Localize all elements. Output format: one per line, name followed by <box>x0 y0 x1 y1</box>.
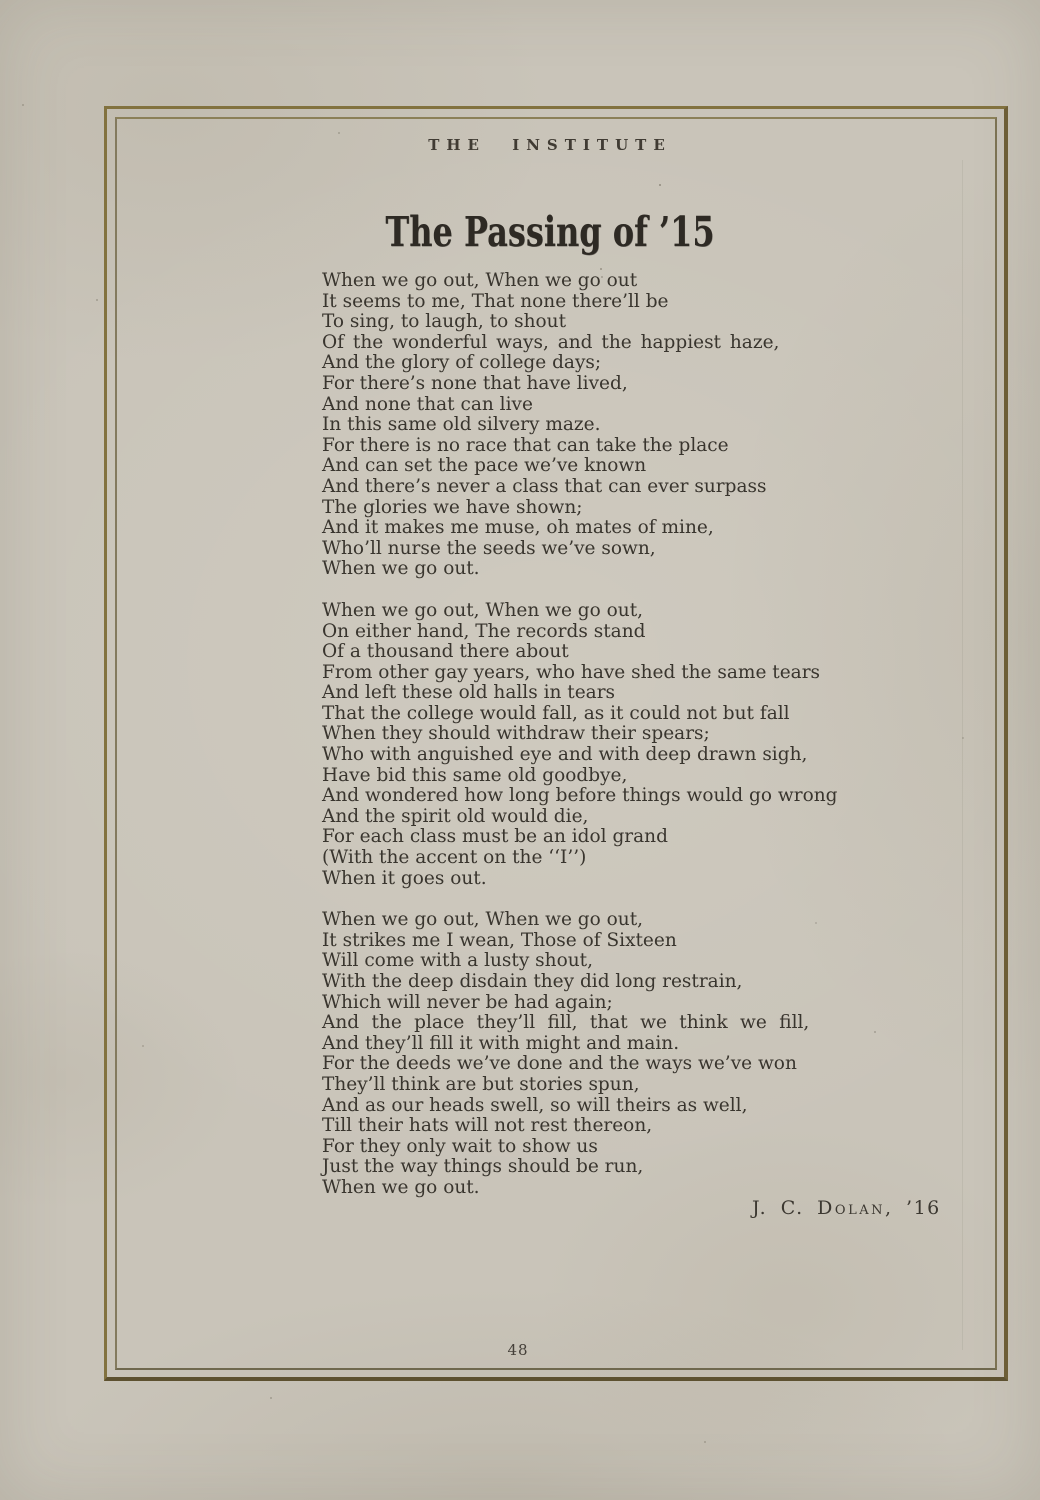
poem-line: When we go out. <box>322 1176 480 1198</box>
poem-line: For there is no race that can take the place <box>322 434 729 456</box>
poem-line: When we go out. <box>322 558 480 580</box>
poem-line: And the place they’ll fill, that we think we fill, <box>322 1012 810 1034</box>
poem-line: When we go out, When we go out <box>322 270 638 291</box>
poem-line: For the deeds we’ve done and the ways we’ve won <box>322 1053 797 1075</box>
byline-class-year: , ’16 <box>884 1197 941 1219</box>
poem-line: Of a thousand there about <box>322 641 569 663</box>
poem-line: That the college would fall, as it could not but fall <box>322 702 790 724</box>
poem-line: From other gay years, who have shed the same tears <box>322 661 821 683</box>
poem-line: For each class must be an idol grand <box>322 826 668 848</box>
poem-line: When we go out, When we go out, <box>322 599 644 621</box>
poem-line: And it makes me muse, oh mates of mine, <box>322 517 714 539</box>
poem-line: And they’ll fill it with might and main. <box>322 1032 680 1054</box>
page-number: 48 <box>507 1341 529 1359</box>
poem-line: And wondered how long before things would go wrong <box>322 785 838 807</box>
poem-line: And as our heads swell, so will theirs as well, <box>322 1094 748 1116</box>
poem-line: For there’s none that have lived, <box>322 372 628 394</box>
poem-line: And left these old halls in tears <box>322 682 616 704</box>
poem-line: For they only wait to show us <box>322 1135 598 1157</box>
byline-surname: Dolan <box>817 1197 885 1219</box>
poem-line: And the glory of college days; <box>322 352 602 374</box>
poem-line: Have bid this same old goodbye, <box>322 764 628 786</box>
poem-line: Who with anguished eye and with deep drawn sigh, <box>322 744 808 766</box>
poem-line: When we go out, When we go out, <box>322 909 644 931</box>
poem-line: And none that can live <box>322 393 533 415</box>
paper-specks <box>0 0 2 2</box>
poem-stanza <box>322 910 852 1198</box>
poem-line: It strikes me I wean, Those of Sixteen <box>322 929 677 951</box>
byline-initials: J. C. <box>752 1197 818 1219</box>
poem-title <box>105 208 995 256</box>
poem-line: In this same old silvery maze. <box>322 414 601 436</box>
poem-line: The glories we have shown; <box>322 496 583 518</box>
poem-body <box>322 271 852 1220</box>
poem-line: Of the wonderful ways, and the happiest haze, <box>322 331 780 353</box>
poem-line: And the spirit old would die, <box>322 805 589 827</box>
poem-line: Just the way things should be run, <box>322 1156 644 1178</box>
poem-line: When they should withdraw their spears; <box>322 723 710 745</box>
poem-line: Till their hats will not rest thereon, <box>322 1115 653 1137</box>
poem-title-text: The Passing of ’15 <box>385 208 715 256</box>
poem-stanza <box>322 271 852 580</box>
poem-line: When it goes out. <box>322 867 487 889</box>
poem-line: Will come with a lusty shout, <box>322 950 593 972</box>
poem-line: Who’ll nurse the seeds we’ve sown, <box>322 537 656 559</box>
byline <box>752 1197 941 1219</box>
poem-line: They’ll think are but stories spun, <box>322 1073 640 1095</box>
poem-line: On either hand, The records stand <box>322 620 646 642</box>
running-header: THE INSTITUTE <box>428 136 672 154</box>
poem-line: (With the accent on the ‘‘I’’) <box>322 847 587 869</box>
poem-line: And there’s never a class that can ever surpass <box>322 475 767 497</box>
poem-stanza <box>322 601 852 889</box>
poem-line: To sing, to laugh, to shout <box>322 311 567 333</box>
poem-line: Which will never be had again; <box>322 991 613 1013</box>
poem-line: It seems to me, That none there’ll be <box>322 290 669 312</box>
poem-line: And can set the pace we’ve known <box>322 455 647 477</box>
poem-line: With the deep disdain they did long restrain, <box>322 971 743 992</box>
